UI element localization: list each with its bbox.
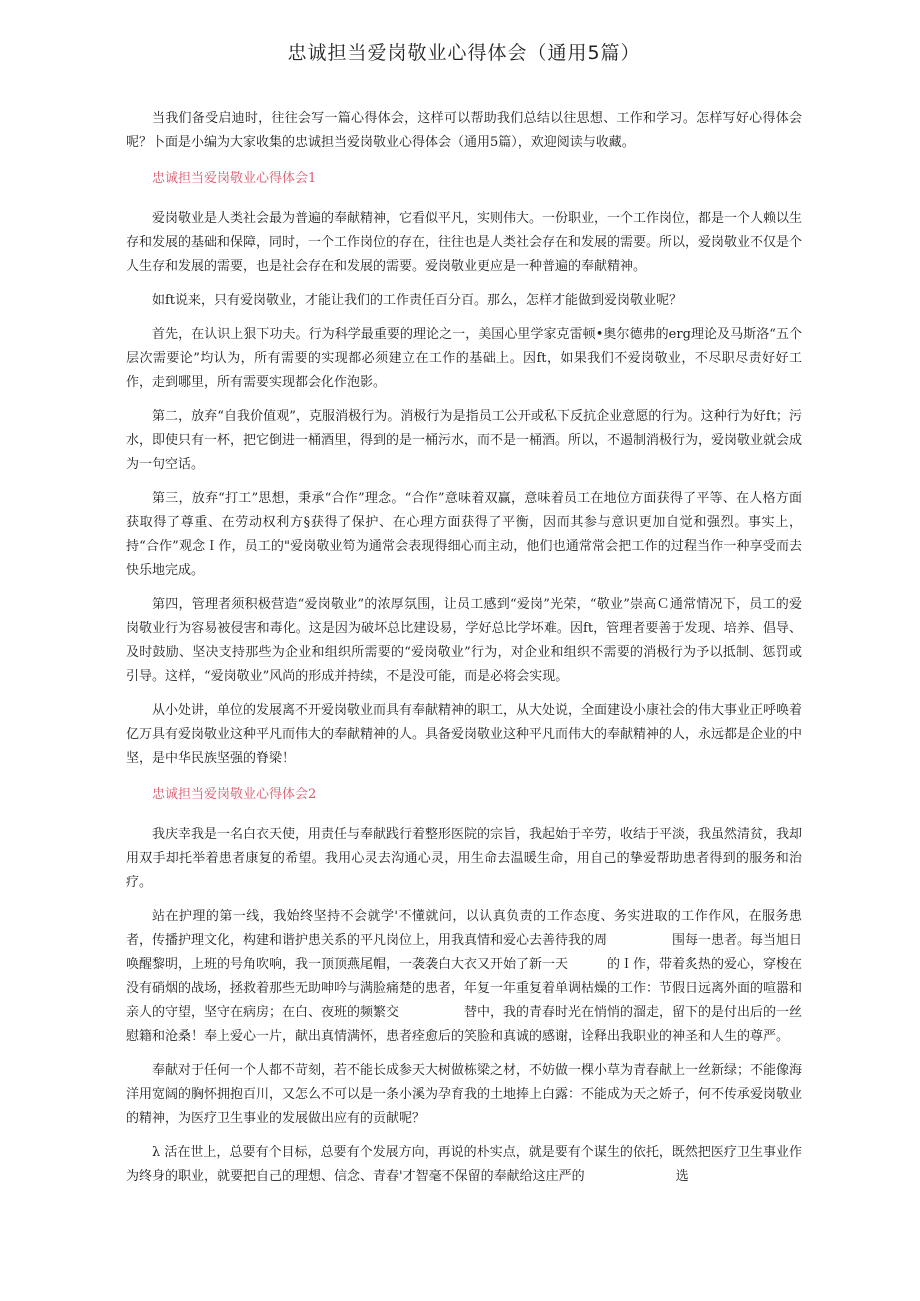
paragraph: 我庆幸我是一名白衣天使，用责任与奉献践行着整形医院的宗旨，我起始于辛劳，收结于平淡，我虽然清贫，我却用双手却托举着患者康复的希望。我用心灵去沟通心灵，用生命去温暖生命，用自己的挚爱帮助患者得到的服务和治疗。 — [126, 827, 803, 890]
paragraph: 如ft说来，只有爱岗敬业，才能让我们的工作责任百分百。那么，怎样才能做到爱岗敬业呢？ — [152, 293, 683, 308]
paragraph: 首先，在认识上狠下功夫。行为科学最重要的理论之一，美国心里学家克雷顿•奥尔德弗的erg理论及马斯洛“五个层次需要论”均认为，所有需要的实现都必须建立在工作的基础上。因ft，如果我们不爱岗敬业，不尽职尽责好好工作，走到哪里，所有需要实现都会化作泡影。 — [126, 327, 802, 390]
paragraph: 站在护理的第一线，我始终坚持不会就学'不懂就问，以认真负责的工作态度、务实进取的工作作风，在服务患者，传播护理文化，构建和谐护患关系的平凡岗位上，用我真情和爱心去善待我的周 围每一患者。每当旭日唤醒黎明，上班的号角吹响，我一顶顶燕尾帽，一袭袭白大衣又开始了新一天 的Ｉ作，带着炙热的爱心，穿梭在没有硝烟的战场，拯救着那些无助呻吟与满脸痛楚的患者，年复一年重复着单调枯燥的工作：节假日远离外面的喧嚣和亲人的守望，坚守在病房；在白、夜班的频繁交 替中，我的青春时光在悄悄的溜走，留下的是付出后的一丝慰籍和沧桑！奉上爱心一片，献出真情满怀，患者痊愈后的笑脸和真诚的感谢，诠释出我职业的神圣和人生的尊严。 — [126, 909, 803, 1044]
section-heading-1: 忠诚担当爱岗敬业心得体会1 — [152, 171, 317, 186]
intro-paragraph: 当我们备受启迪时，往往会写一篇心得体会，这样可以帮助我们总结以往思想、工作和学习。怎样写好心得体会呢？卜面是小编为大家收集的忠诚担当爱岗敬业心得体会（通用5篇），欢迎阅读与收藏。 — [126, 111, 802, 150]
section-heading-2: 忠诚担当爱岗敬业心得体会2 — [152, 787, 317, 802]
paragraph: 第二，放弃“自我价值观”，克服消极行为。消极行为是指员工公开或私下反抗企业意愿的行为。这种行为好ft；污水，即使只有一杯，把它倒进一桶酒里，得到的是一桶污水，而不是一桶酒。所以，不遏制消极行为，爱岗敬业就会成为一句空话。 — [126, 409, 803, 472]
paragraph: 从小处讲，单位的发展离不开爱岗敬业而具有奉献精神的职工，从大处说，全面建设小康社会的伟大事业正呼唤着亿万具有爱岗敬业这种平凡而伟大的奉献精神的人。具备爱岗敬业这种平凡而伟大的奉献精神的人，永远都是企业的中坚，是中华民族坚强的脊梁！ — [126, 703, 803, 766]
paragraph: λ 活在世上，总要有个目标，总要有个发展方向，再说的朴实点，就是要有个谋生的依托，既然把医疗卫生事业作为终身的职业，就要把自己的理想、信念、青春'才智毫不保留的奉献给这庄严的 选 — [126, 1145, 802, 1184]
paragraph: 奉献对于任何一个人都不苛刻，若不能长成参天大树做栋梁之材，不妨做一棵小草为青春献上一丝新绿；不能像海洋用宽阔的胸怀拥抱百川，又怎么不可以是一条小溪为孕育我的土地捧上白露：不能成为天之娇子，何不传承爱岗敬业的精神，为医疗卫生事业的发展做出应有的贡献呢？ — [126, 1063, 803, 1126]
paragraph: 第四，管理者须积极营造“爱岗敬业”的浓厚氛围，让员工感到“爱岗”光荣，“敬业”崇高Ｃ通常情况下，员工的爱岗敬业行为容易被侵害和毒化。这是因为破坏总比建设易，学好总比学坏难。因ft，管理者要善于发现、培养、倡导、及时鼓励、坚决支持那些为企业和组织所需要的“爱岗敬业”行为，对企业和组织不需要的消极行为予以抵制、惩罚或引导。这样，“爱岗敬业”风尚的形成并持续，不是没可能，而是必将会实现。 — [126, 597, 802, 684]
page-title: 忠诚担当爱岗敬业心得体会（通用5篇） — [287, 42, 641, 64]
paragraph: 爱岗敬业是人类社会最为普遍的奉献精神，它看似平凡，实则伟大。一份职业，一个工作岗位，都是一个人赖以生存和发展的基础和保障，同时，一个工作岗位的存在，往往也是人类社会存在和发展的需要。所以，爱岗敬业不仅是个人生存和发展的需要，也是社会存在和发展的需要。爱岗敬业更应是一种普遍的奉献精神。 — [126, 211, 803, 274]
paragraph: 第三，放弃“打工”思想，秉承“合作”理念。“合作”意味着双赢，意味着员工在地位方面获得了平等、在人格方面获取得了尊重、在劳动权利方§获得了保护、在心理方面获得了平衡，因而其参与意识更加自觉和强烈。事实上，持“合作”观念Ｉ作，员工的"爱岗敬业笱为通常会表现得细心而主动，他们也通常常会把工作的过程当作一种享受而去快乐地完成。 — [126, 491, 802, 578]
